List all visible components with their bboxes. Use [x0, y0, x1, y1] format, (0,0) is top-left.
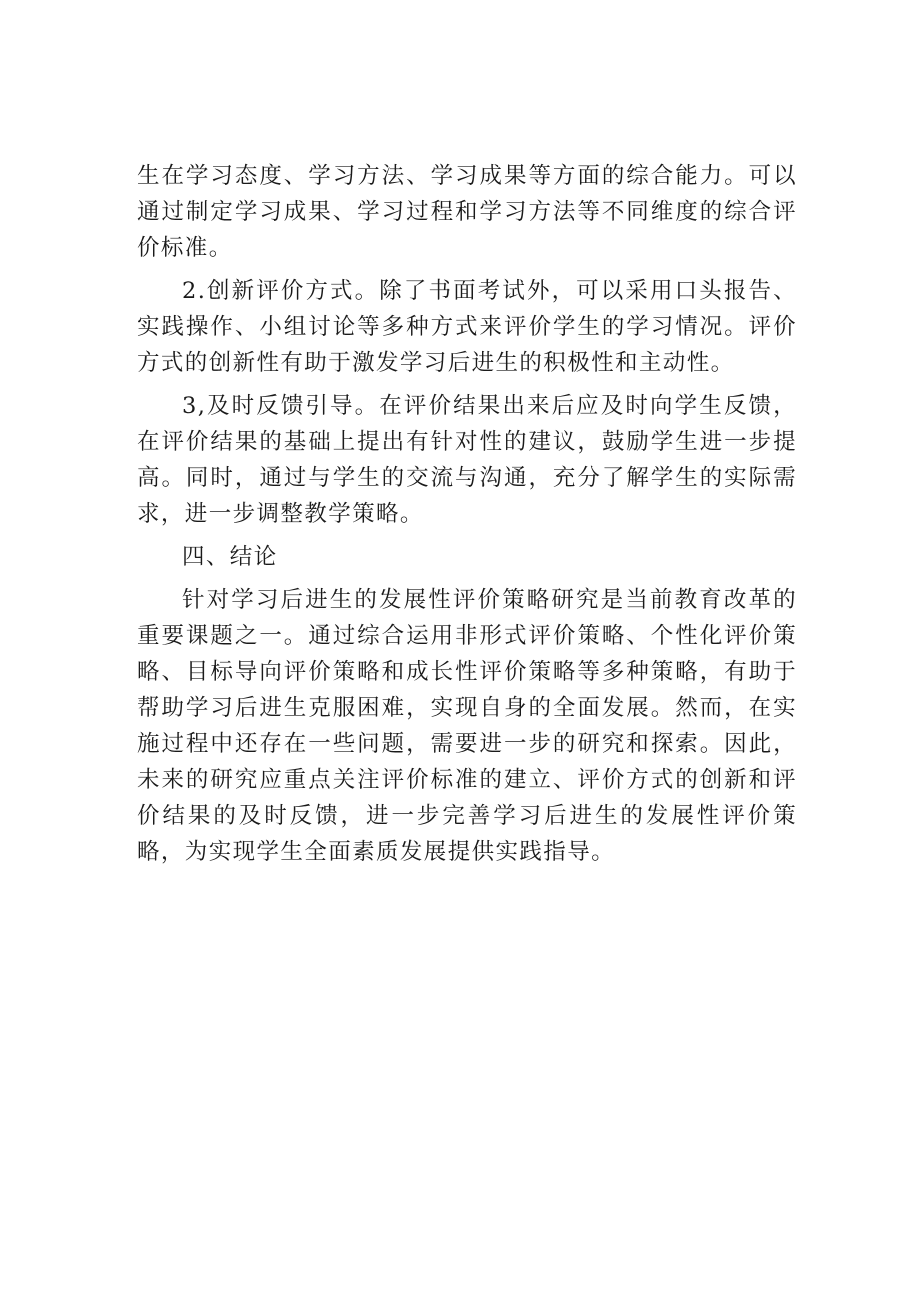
- paragraph-continuation: 生在学习态度、学习方法、学习成果等方面的综合能力。可以通过制定学习成果、学习过程和学习方法等不同维度的综合评价标准。: [137, 163, 797, 261]
- paragraph-item-3: 3,及时反馈引导。在评价结果出来后应及时向学生反馈，在评价结果的基础上提出有针对性的建议，鼓励学生进一步提高。同时，通过与学生的交流与沟通，充分了解学生的实际需求，进一步调整教学策略。: [137, 393, 797, 527]
- paragraph-conclusion: 针对学习后进生的发展性评价策略研究是当前教育改革的重要课题之一。通过综合运用非形式评价策略、个性化评价策略、目标导向评价策略和成长性评价策略等多种策略，有助于帮助学习后进生克服困难，实现自身的全面发展。然而，在实施过程中还存在一些问题，需要进一步的研究和探索。因此，未来的研究应重点关注评价标准的建立、评价方式的创新和评价结果的及时反馈，进一步完善学习后进生的发展性评价策略，为实现学生全面素质发展提供实践指导。: [137, 587, 797, 865]
- paragraph-item-2: 2.创新评价方式。除了书面考试外，可以采用口头报告、实践操作、小组讨论等多种方式来评价学生的学习情况。评价方式的创新性有助于激发学习后进生的积极性和主动性。: [137, 278, 797, 376]
- document-body: [137, 158, 797, 877]
- section-heading-conclusion: 四、结论: [182, 544, 278, 570]
